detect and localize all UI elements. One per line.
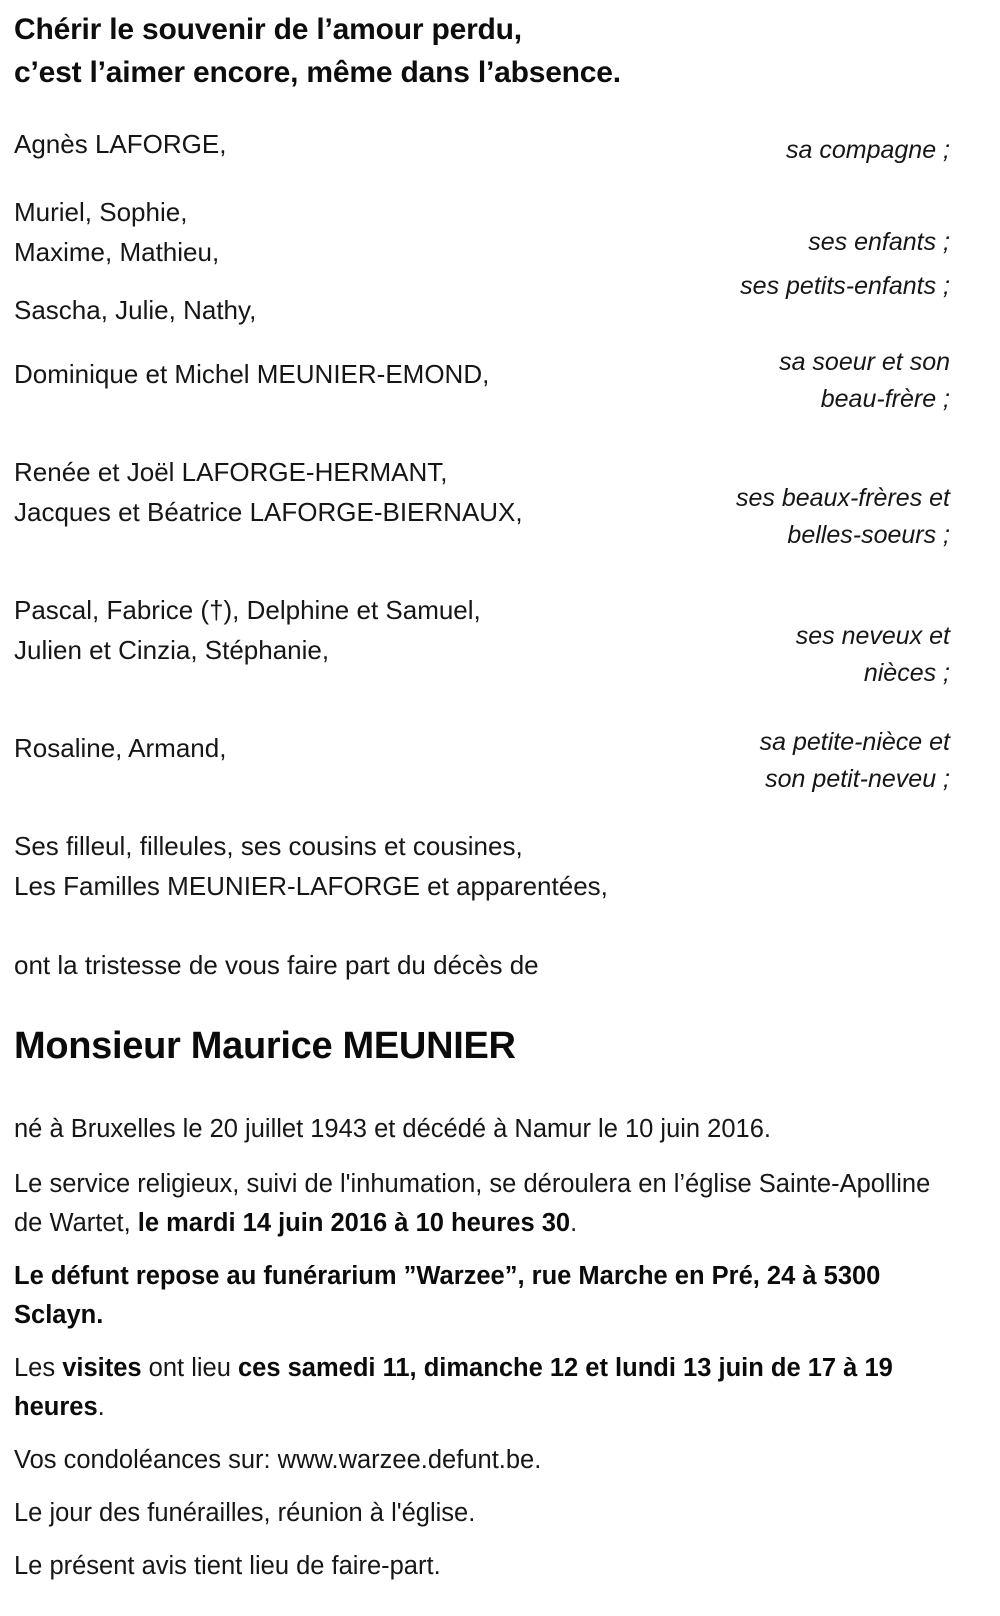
relation-group (736, 480, 950, 554)
deceased-name: Monsieur Maurice MEUNIER (14, 1025, 516, 1067)
epitaph (14, 0, 986, 94)
epitaph-line-1: Chérir le souvenir de l’amour perdu, (14, 13, 522, 46)
name-line: Dominique et Michel MEUNIER-EMOND, (14, 359, 490, 389)
name-line: Pascal, Fabrice (†), Delphine et Samuel, (14, 595, 481, 625)
relation-line: ses neveux et (795, 622, 950, 650)
details-section (14, 1110, 952, 1600)
name-line: Agnès LAFORGE, (14, 129, 227, 159)
name-group (14, 590, 481, 670)
relation-group (760, 724, 950, 798)
name-group (14, 354, 489, 394)
relation-line: beau-frère ; (820, 385, 950, 413)
service-datetime: le mardi 14 juin 2016 à 10 heures 30 (137, 1209, 571, 1237)
visits-prefix: Les (14, 1354, 63, 1382)
relation-line: son petit-neveu ; (765, 765, 950, 793)
relation-line: sa soeur et son (779, 348, 950, 376)
condolences-text: Vos condoléances sur: www.warzee.defunt.be. (14, 1446, 542, 1474)
reunion-paragraph (14, 1494, 952, 1533)
name-line: Les Familles MEUNIER-LAFORGE et apparentées, (14, 871, 608, 901)
name-line: Julien et Cinzia, Stéphanie, (14, 635, 330, 665)
notice-paragraph (14, 1547, 952, 1586)
service-end-text: . (570, 1209, 578, 1237)
relation-group (779, 344, 950, 418)
visits-keyword: visites (62, 1354, 142, 1382)
funerarium-text: Le défunt repose au funérarium ”Warzee”, rue Marche en Pré, 24 à 5300 Sclayn. (14, 1262, 881, 1329)
visits-schedule: ces samedi 11, dimanche 12 et lundi 13 juin de 17 à 19 heures (14, 1354, 893, 1421)
relation-group (808, 224, 950, 261)
relation-line: ses beaux-frères et (736, 484, 950, 512)
notice-text: Le présent avis tient lieu de faire-part. (14, 1552, 441, 1580)
name-line: Jacques et Béatrice LAFORGE-BIERNAUX, (14, 497, 523, 527)
relation-group (796, 618, 950, 692)
reunion-text: Le jour des funérailles, réunion à l'église. (14, 1499, 476, 1527)
name-group (14, 728, 226, 768)
religious-service-paragraph (14, 1165, 952, 1243)
relation-line: ses petits-enfants ; (740, 272, 950, 300)
visits-end: . (97, 1393, 105, 1421)
name-group (14, 826, 608, 906)
epitaph-line-2: c’est l’aimer encore, même dans l’absence. (14, 56, 621, 89)
relation-line: belles-soeurs ; (787, 521, 950, 549)
birth-death-paragraph (14, 1110, 952, 1149)
birth-death-text: né à Bruxelles le 20 juillet 1943 et décédé à Namur le 10 juin 2016. (14, 1115, 771, 1143)
condolences-paragraph (14, 1441, 952, 1480)
survivors-section (14, 124, 986, 904)
visits-paragraph (14, 1349, 952, 1427)
relation-line: sa compagne ; (786, 136, 950, 164)
name-line: Rosaline, Armand, (14, 733, 227, 763)
relation-group (786, 132, 950, 169)
announcement-lead: ont la tristesse de vous faire part du décès de (14, 950, 539, 980)
service-intro-text: Le service religieux, suivi de l'inhumation, se déroulera en l’église Sainte-Apolline de Wartet, (14, 1170, 931, 1237)
announcement-section (14, 948, 964, 1068)
name-group (14, 124, 226, 164)
name-line: Renée et Joël LAFORGE-HERMANT, (14, 457, 448, 487)
name-line: Maxime, Mathieu, (14, 237, 220, 267)
name-group (14, 192, 219, 272)
relation-line: sa petite-nièce et (759, 728, 950, 756)
visits-middle: ont lieu (141, 1354, 238, 1382)
relation-group (740, 268, 950, 305)
funerarium-paragraph (14, 1257, 952, 1335)
relation-line: nièces ; (863, 659, 950, 687)
relation-line: ses enfants ; (808, 228, 950, 256)
name-group (14, 290, 256, 330)
name-line: Sascha, Julie, Nathy, (14, 295, 257, 325)
name-line: Ses filleul, filleules, ses cousins et cousines, (14, 831, 523, 861)
name-line: Muriel, Sophie, (14, 197, 188, 227)
name-group (14, 452, 523, 532)
